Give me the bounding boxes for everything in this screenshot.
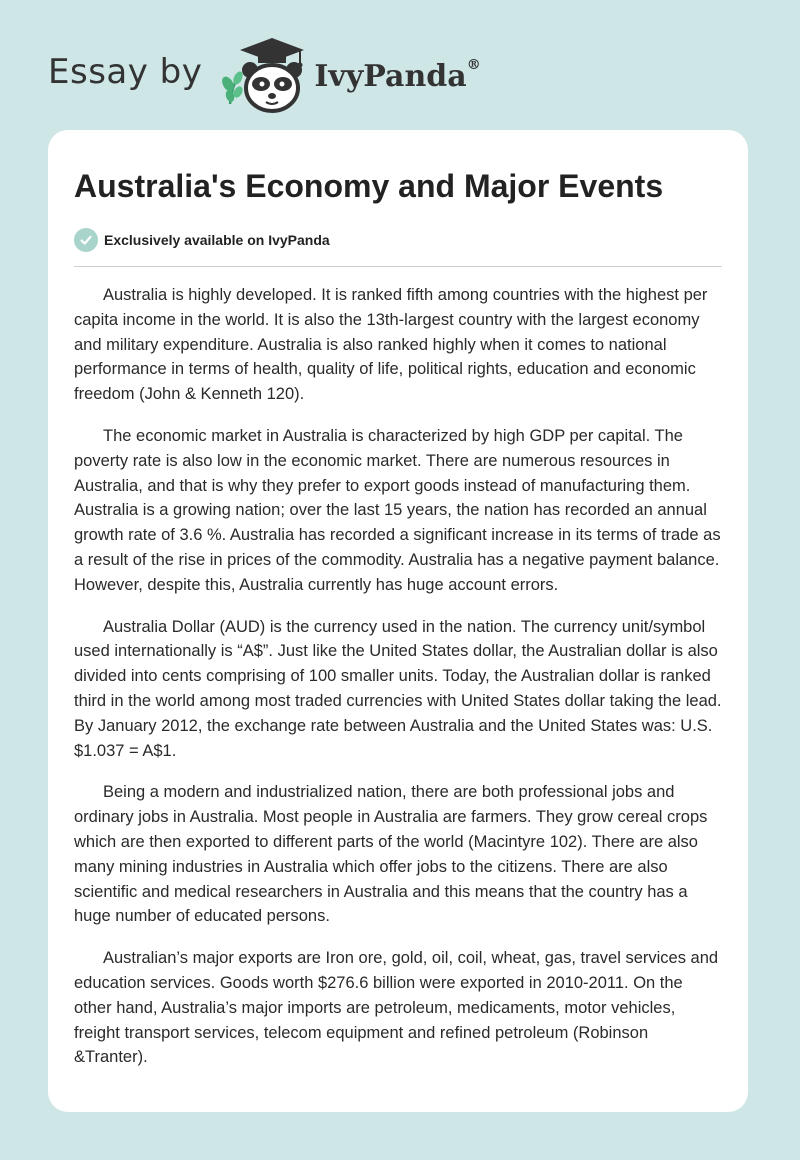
paragraph: Australia Dollar (AUD) is the currency used in the nation. The currency unit/symbol used internationally is “A$”. Just like the United States dollar, the Australian dollar is also divided into cents comprising of 100 smaller units. Today, the Australian dollar is ranked third in the world among most traded currencies with United States dollar taking the lead. By January 2012, the exchange rate between Australia and the United States was: U.S. $1.037 = A$1. [74, 617, 722, 760]
brand-name: IvyPanda® [314, 56, 481, 94]
paragraph: Australia is highly developed. It is ranked fifth among countries with the highest per capita income in the world. It is also the 13th-largest country with the largest economy and military expenditure. Australia is also ranked highly when it comes to national performance in terms of health, quality of life, political rights, education and economic freedom (John & Kenneth 120). [74, 286, 708, 404]
panda-logo-icon [216, 34, 310, 114]
paragraph: The economic market in Australia is characterized by high GDP per capital. The poverty rate is also low in the economic market. There are numerous resources in Australia, and that is why they prefer to export goods instead of manufacturing them. Australia is a growing nation; over the last 15 years, the nation has recorded an annual growth rate of 3.6 %. Australia has recorded a significant increase in its terms of trade as a result of the rise in prices of the commodity. Australia has a negative payment balance. However, despite this, Australia currently has huge account errors. [74, 426, 721, 594]
paragraph: Being a modern and industrialized nation, there are both professional jobs and ordinary jobs in Australia. Most people in Australia are farmers. They grow cereal crops which are then exported to different parts of the world (Macintyre 102). There are also many mining industries in Australia which offer jobs to the citizens. There are also scientific and medical researchers in Australia and this means that the country has a huge number of educated persons. [74, 783, 708, 926]
site-header [48, 34, 481, 114]
check-icon [74, 228, 98, 252]
exclusive-badge [74, 228, 722, 252]
paragraph: Australian’s major exports are Iron ore, gold, oil, coil, wheat, gas, travel services and education services. Goods worth $276.6 billion were exported in 2010-2011. On the other hand, Australia’s major imports are petroleum, medicaments, motor vehicles, freight transport services, telecom equipment and refined petroleum (Robinson &Tranter). [74, 949, 719, 1067]
essay-body [74, 283, 722, 1070]
essay-card [48, 130, 748, 1112]
page-title: Australia's Economy and Major Events [74, 168, 664, 204]
essay-by-label: Essay by [48, 52, 203, 92]
exclusive-label: Exclusively available on IvyPanda [104, 232, 330, 248]
divider [74, 266, 722, 267]
